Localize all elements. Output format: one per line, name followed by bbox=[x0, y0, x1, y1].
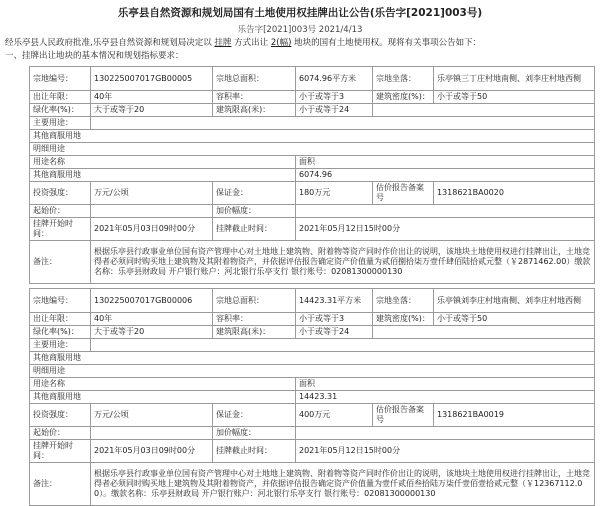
use-name-value: 其他商服用地 bbox=[30, 169, 296, 182]
list-start-value: 2021年05月03日09时00分 bbox=[91, 218, 213, 241]
location-label: 宗地坐落： bbox=[373, 67, 434, 91]
use-name-label: 用途名称 bbox=[30, 378, 296, 391]
green-value: 大于或等于20 bbox=[91, 326, 213, 339]
deposit-label: 保证金： bbox=[213, 182, 296, 205]
list-start-label: 挂牌开始时间： bbox=[30, 440, 91, 463]
density-value: 小于或等于50 bbox=[434, 91, 595, 104]
location-label: 宗地坐落： bbox=[373, 289, 434, 313]
invest-value: 万元/公顷 bbox=[91, 182, 213, 205]
increment-label: 加价幅度： bbox=[213, 427, 296, 440]
invest-value: 万元/公顷 bbox=[91, 404, 213, 427]
start-price-label: 起始价： bbox=[30, 205, 91, 218]
main-use-label: 主要用途： bbox=[30, 339, 91, 352]
deposit-label: 保证金： bbox=[213, 404, 296, 427]
parcel-no-value: 130225007017GB00006 bbox=[91, 289, 213, 313]
list-end-label: 挂牌截止时间： bbox=[213, 218, 296, 241]
intro-post: 地块的国有土地使用权。现将有关事项公告如下： bbox=[294, 38, 482, 48]
intro-method: 挂牌 bbox=[214, 38, 232, 48]
green-label: 绿化率(%)： bbox=[30, 104, 91, 117]
appraisal-label: 估价报告备案号 bbox=[373, 404, 434, 427]
invest-label: 投资强度： bbox=[30, 404, 91, 427]
total-area-label: 宗地总面积： bbox=[213, 289, 296, 313]
term-value: 40年 bbox=[91, 313, 213, 326]
appraisal-label: 估价报告备案号 bbox=[373, 182, 434, 205]
invest-label: 投资强度： bbox=[30, 182, 91, 205]
parcel-no-label: 宗地编号： bbox=[30, 289, 91, 313]
detail-use-label: 明细用途 bbox=[30, 143, 595, 156]
location-value: 乐亭镇三丁庄村地南侧、刘李庄村地西侧 bbox=[434, 67, 595, 91]
use-area-value: 14423.31 bbox=[296, 391, 595, 404]
parcel-table-2 bbox=[29, 288, 595, 506]
list-start-value: 2021年05月03日09时00分 bbox=[91, 440, 213, 463]
list-end-value: 2021年05月12日15时00分 bbox=[296, 218, 595, 241]
detail-use-label: 明细用途 bbox=[30, 365, 595, 378]
area-label: 面积 bbox=[296, 378, 595, 391]
term-label: 出让年限： bbox=[30, 91, 91, 104]
appraisal-value: 1318621BA0020 bbox=[434, 182, 595, 205]
parcel-no-label: 宗地编号： bbox=[30, 67, 91, 91]
start-price-label: 起始价： bbox=[30, 427, 91, 440]
main-use-label: 主要用途： bbox=[30, 117, 91, 130]
remark-label: 备注： bbox=[30, 463, 91, 506]
remark-value: 根据乐亭县行政事业单位国有资产管理中心对土地地上建筑物、附着物等资产同时作价出让的说明，该地块土地使用权进行挂牌出让，土地竞得者必须同时购买地上建筑物及其附着物资产，并依据评估报告确定资产价值量为壹仟贰佰叁拾陆万柒仟壹佰壹拾贰元整（￥12367112.00）。缴款名称：乐亭县财政局 开户银行账户：河北银行乐亭支行 银行账号：02081300000130 bbox=[91, 463, 595, 506]
total-area-value: 14423.31平方米 bbox=[296, 289, 373, 313]
parcel-no-value: 130225007017GB00005 bbox=[91, 67, 213, 91]
far-label: 容积率： bbox=[213, 91, 296, 104]
intro-paragraph bbox=[5, 37, 600, 49]
intro-pre: 经乐亭县人民政府批准,乐亭县自然资源和规划局决定以 bbox=[5, 38, 212, 48]
height-label: 建筑限高(米)： bbox=[213, 104, 296, 117]
green-label: 绿化率(%)： bbox=[30, 326, 91, 339]
page-title: 乐亭县自然资源和规划局国有土地使用权挂牌出让公告(乐告字[2021]003号) bbox=[117, 7, 483, 19]
parcel-table-1 bbox=[29, 66, 595, 284]
use-name-label: 用途名称 bbox=[30, 156, 296, 169]
deposit-value: 180万元 bbox=[296, 182, 373, 205]
list-start-label: 挂牌开始时间： bbox=[30, 218, 91, 241]
main-use-value: 其他商服用地 bbox=[30, 352, 595, 365]
location-value: 乐亭镇刘李庄村地南侧、刘李庄村地西侧 bbox=[434, 289, 595, 313]
far-value: 小于或等于3 bbox=[296, 313, 373, 326]
remark-label: 备注： bbox=[30, 241, 91, 284]
deposit-value: 400万元 bbox=[296, 404, 373, 427]
height-value: 小于或等于24 bbox=[296, 104, 373, 117]
height-value: 小于或等于24 bbox=[296, 326, 373, 339]
use-area-value: 6074.96 bbox=[296, 169, 595, 182]
density-value: 小于或等于50 bbox=[434, 313, 595, 326]
total-area-value: 6074.96平方米 bbox=[296, 67, 373, 91]
total-area-label: 宗地总面积： bbox=[213, 67, 296, 91]
term-label: 出让年限： bbox=[30, 313, 91, 326]
intro-count: 2(幅) bbox=[270, 38, 292, 48]
increment-label: 加价幅度： bbox=[213, 205, 296, 218]
section-heading: 一、挂牌出让地块的基本情况和规划指标要求： bbox=[5, 51, 184, 61]
appraisal-value: 1318621BA0019 bbox=[434, 404, 595, 427]
intro-mid: 方式出让 bbox=[234, 38, 269, 48]
main-use-value: 其他商服用地 bbox=[30, 130, 595, 143]
use-name-value: 其他商服用地 bbox=[30, 391, 296, 404]
far-value: 小于或等于3 bbox=[296, 91, 373, 104]
far-label: 容积率： bbox=[213, 313, 296, 326]
notice-number-date: 乐告字[2021]003号 2021/4/13 bbox=[237, 25, 363, 35]
remark-value: 根据乐亭县行政事业单位国有资产管理中心对土地地上建筑物、附着物等资产同时作价出让的说明，该地块土地使用权进行挂牌出让，土地竞得者必须同时购买地上建筑物及其附着物资产，并依据评估报告确定资产价值量为贰佰捌拾柒万壹仟肆佰陆拾贰元整（￥2871462.00）缴款名称：乐亭县财政局 开户银行账户：河北银行乐亭支行 银行账号：02081300000130 bbox=[91, 241, 595, 284]
list-end-value: 2021年05月12日15时00分 bbox=[296, 440, 595, 463]
density-label: 建筑密度(%)： bbox=[373, 313, 434, 326]
density-label: 建筑密度(%)： bbox=[373, 91, 434, 104]
height-label: 建筑限高(米)： bbox=[213, 326, 296, 339]
list-end-label: 挂牌截止时间： bbox=[213, 440, 296, 463]
green-value: 大于或等于20 bbox=[91, 104, 213, 117]
term-value: 40年 bbox=[91, 91, 213, 104]
area-label: 面积 bbox=[296, 156, 595, 169]
